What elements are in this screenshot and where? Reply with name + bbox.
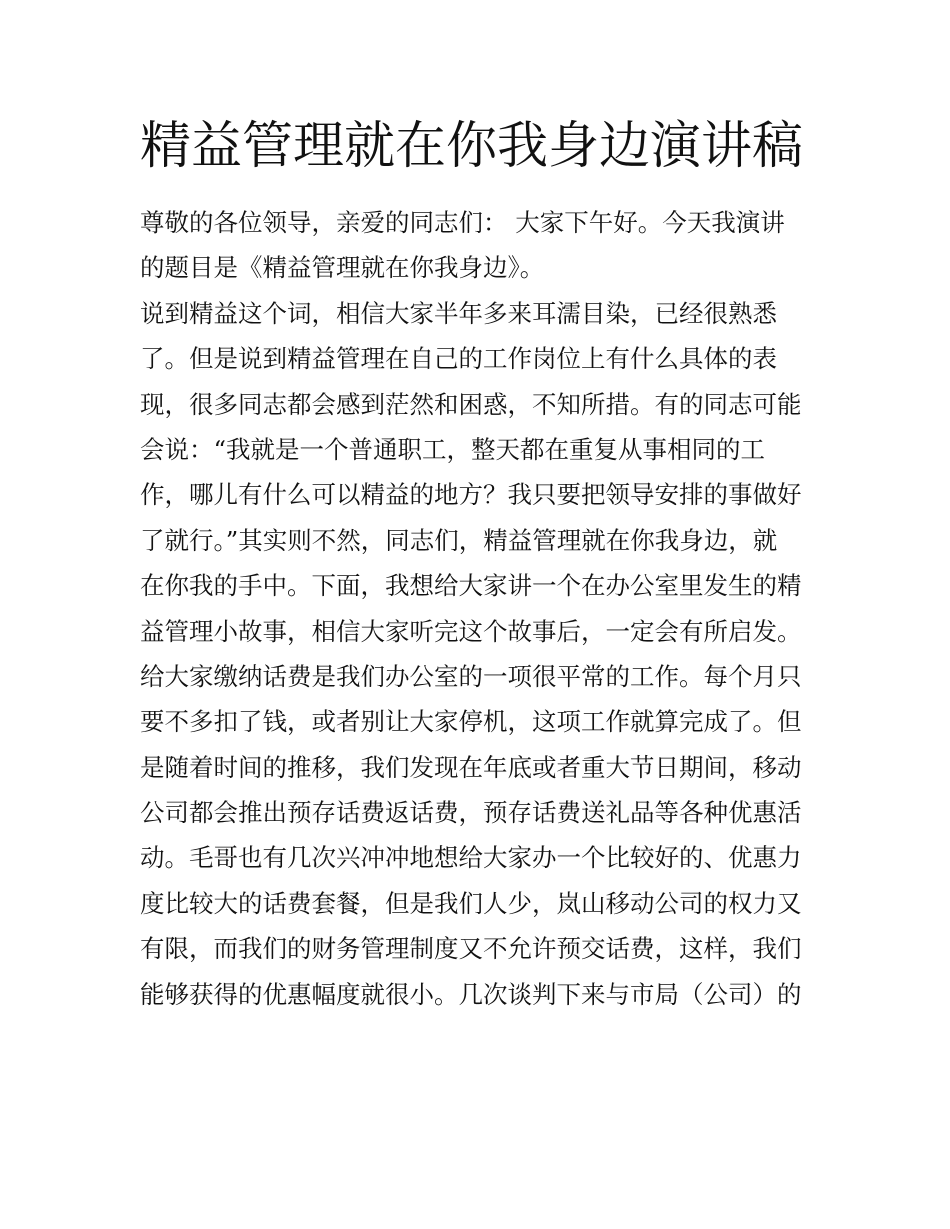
body-line: 了。但是说到精益管理在自己的工作岗位上有什么具体的表: [140, 344, 777, 374]
body-line: 益管理小故事，相信大家听完这个故事后，一定会有所启发。: [140, 616, 802, 646]
body-line: 的题目是《精益管理就在你我身边》。: [140, 253, 545, 283]
body-line: 了就行。”其实则不然，同志们，精益管理就在你我身边，就: [140, 525, 778, 555]
body-line: 公司都会推出预存话费返话费，预存话费送礼品等各种优惠活: [140, 798, 802, 828]
body-line: 要不多扣了钱，或者别让大家停机，这项工作就算完成了。但: [140, 707, 802, 737]
body-line: 作，哪儿有什么可以精益的地方？我只要把领导安排的事做好: [140, 480, 802, 510]
document-title: 精益管理就在你我身边演讲稿: [140, 117, 804, 176]
body-line: 会说：“我就是一个普通职工，整天都在重复从事相同的工: [140, 434, 766, 464]
body-line: 动。毛哥也有几次兴冲冲地想给大家办一个比较好的、优惠力: [140, 843, 802, 873]
body-line: 是随着时间的推移，我们发现在年底或者重大节日期间，移动: [140, 752, 802, 782]
body-line: 尊敬的各位领导，亲爱的同志们： 大家下午好。今天我演讲: [140, 208, 785, 237]
body-line: 说到精益这个词，相信大家半年多来耳濡目染，已经很熟悉: [140, 298, 777, 328]
body-line: 给大家缴纳话费是我们办公室的一项很平常的工作。每个月只: [140, 661, 802, 691]
body-line: 能够获得的优惠幅度就很小。几次谈判下来与市局（公司）的: [140, 979, 802, 1009]
body-line: 在你我的手中。下面，我想给大家讲一个在办公室里发生的精: [140, 571, 802, 601]
body-line: 度比较大的话费套餐，但是我们人少，岚山移动公司的权力又: [140, 888, 802, 918]
document-body: [140, 200, 830, 1017]
body-line: 现，很多同志都会感到茫然和困惑，不知所措。有的同志可能: [140, 389, 802, 419]
body-line: 有限，而我们的财务管理制度又不允许预交话费，这样，我们: [140, 934, 802, 964]
